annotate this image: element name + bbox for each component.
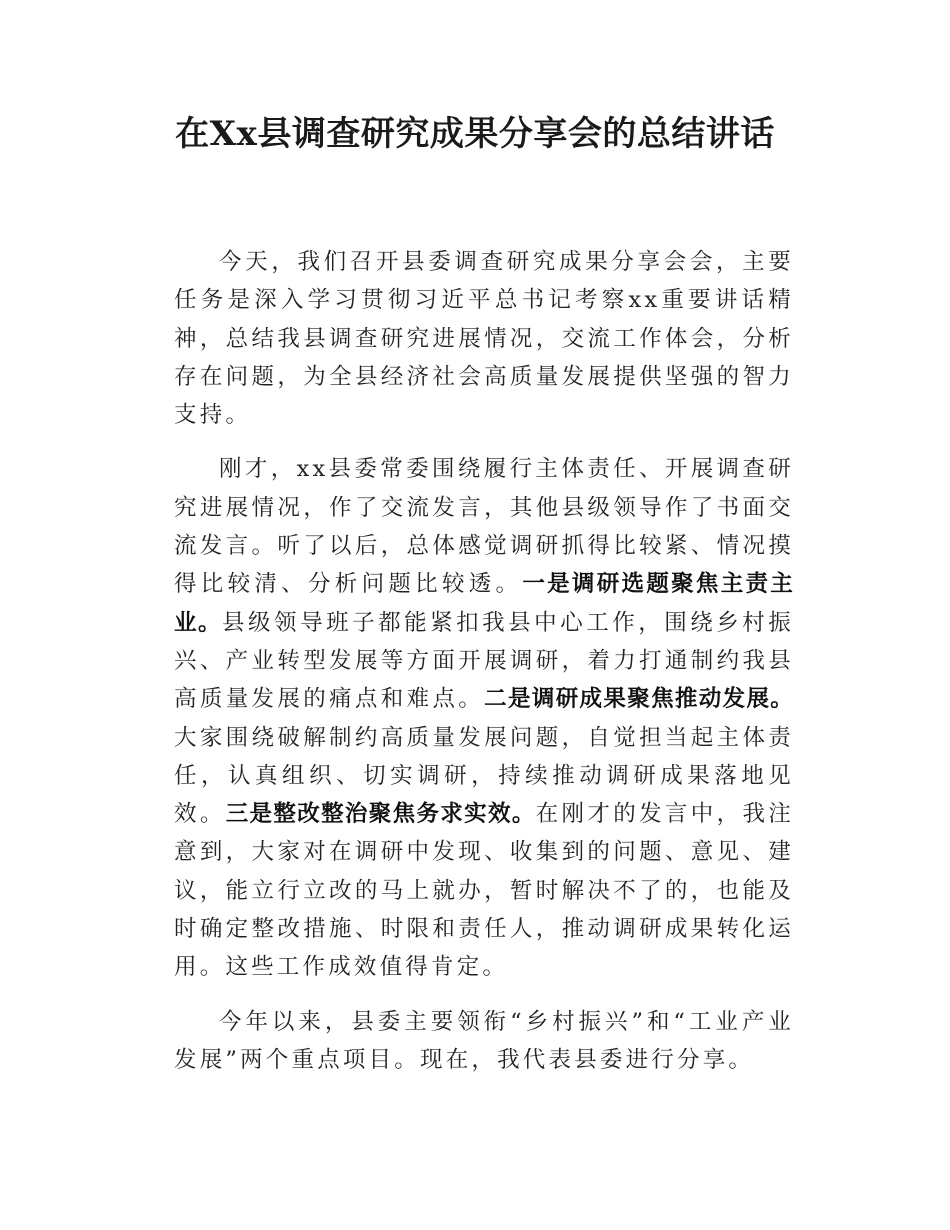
highlight-point-three: 三是整改整治聚焦务求实效。 — [225, 801, 536, 828]
paragraph-closing — [174, 1003, 794, 1080]
paragraph-summary — [174, 450, 794, 986]
document-body — [174, 243, 794, 1095]
document-title: 在Xx县调查研究成果分享会的总结讲话 — [175, 114, 775, 154]
highlight-point-two: 二是调研成果聚焦推动发展。 — [484, 686, 794, 713]
highlight-point-one: 一是调研选题聚焦主责主业。 — [174, 571, 794, 636]
paragraph-text: 刚才，xx县委常委围绕履行主体责任、开展调查研究进展情况，作了交流发言，其他县级领导作了书面交流发言。听了以后，总体感觉调研抓得比较紧、情况摸得比较清、分析问题比较透。 — [174, 456, 794, 598]
paragraph-text: 县级领导班子都能紧扣我县中心工作，围绕乡村振兴、产业转型发展等方面开展调研，着力打通制约我县高质量发展的痛点和难点。 — [174, 609, 794, 713]
paragraph-text: 今天，我们召开县委调查研究成果分享会会，主要任务是深入学习贯彻习近平总书记考察xx重要讲话精神，总结我县调查研究进展情况，交流工作体会，分析存在问题，为全县经济社会高质量发展提供坚强的智力支持。 — [174, 249, 794, 429]
paragraph-text: 在刚才的发言中，我注意到，大家对在调研中发现、收集到的问题、意见、建议，能立行立改的马上就办，暂时解决不了的，也能及时确定整改措施、时限和责任人，推动调研成果转化运用。这些工作成效值得肯定。 — [174, 801, 794, 981]
paragraph-text: 今年以来，县委主要领衔“乡村振兴”和“工业产业发展”两个重点项目。现在，我代表县委进行分享。 — [174, 1008, 794, 1073]
paragraph-opening — [174, 243, 794, 434]
paragraph-text: 大家围绕破解制约高质量发展问题，自觉担当起主体责任，认真组织、切实调研，持续推动调研成果落地见效。 — [174, 724, 794, 828]
